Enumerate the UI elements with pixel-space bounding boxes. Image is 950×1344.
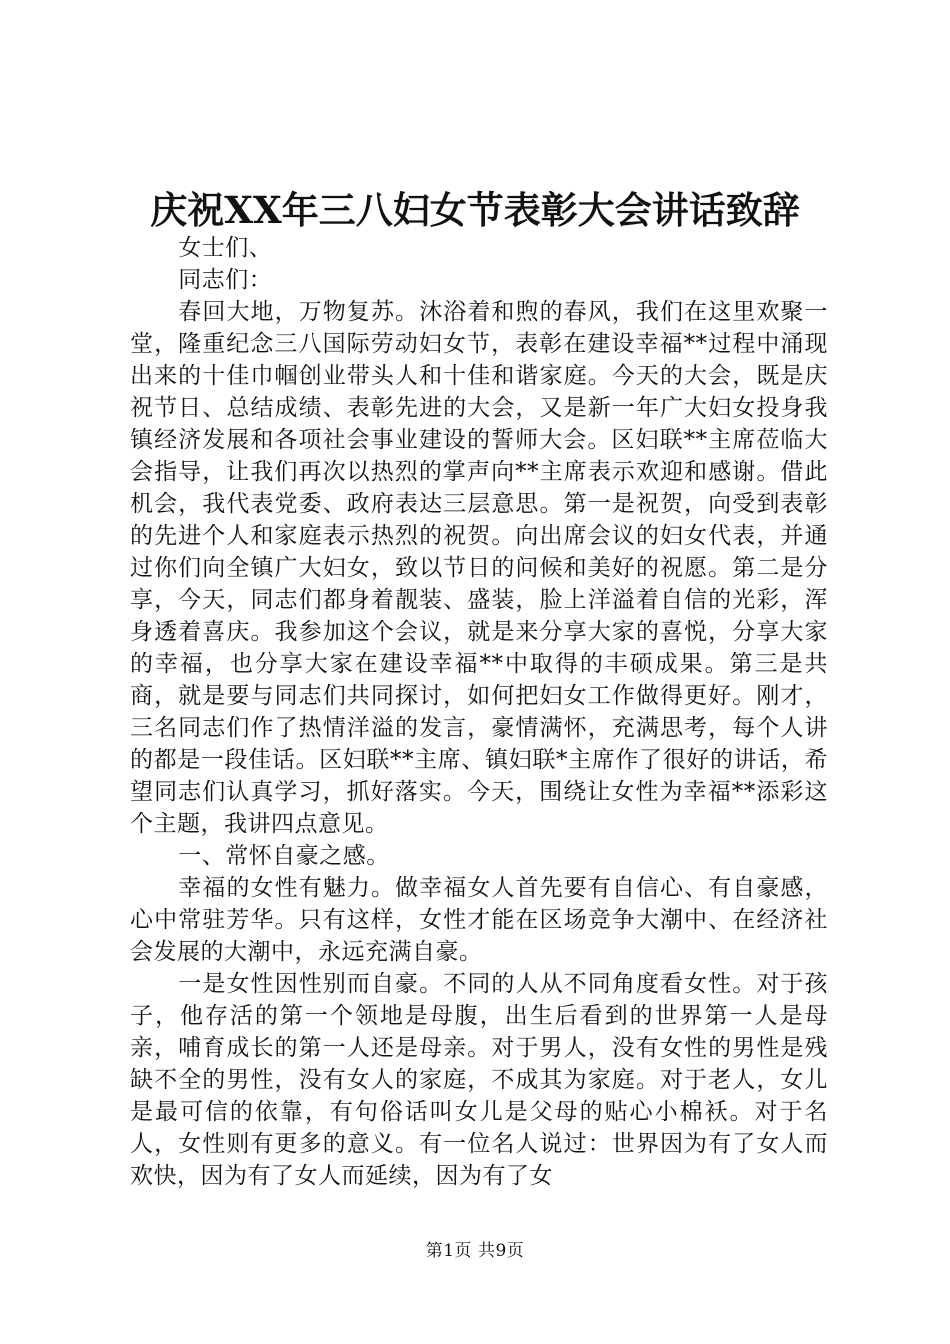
paragraph-section-1-intro: 幸福的女性有魅力。做幸福女人首先要有自信心、有自豪感，心中常驻芳华。只有这样，女性才能在区场竞争大潮中、在经济社会发展的大潮中，永远充满自豪。 xyxy=(130,875,828,965)
salutation-1: 女士们、 xyxy=(178,235,273,261)
document-title: 庆祝XX年三八妇女节表彰大会讲话致辞 xyxy=(150,188,800,232)
section-heading-1: 一、常怀自豪之感。 xyxy=(178,843,390,869)
salutation-2: 同志们： xyxy=(178,267,273,293)
paragraph-opening: 春回大地，万物复苏。沐浴着和煦的春风，我们在这里欢聚一堂，隆重纪念三八国际劳动妇女节，表彰在建设幸福**过程中涌现出来的十佳巾帼创业带头人和十佳和谐家庭。今天的大会，既是庆祝节日、总结成绩、表彰先进的大会，又是新一年广大妇女投身我镇经济发展和各项社会事业建设的誓师大会。区妇联**主席莅临大会指导，让我们再次以热烈的掌声向**主席表示欢迎和感谢。借此机会，我代表党委、政府表达三层意思。第一是祝贺，向受到表彰的先进个人和家庭表示热烈的祝贺。向出席会议的妇女代表，并通过你们向全镇广大妇女，致以节日的问候和美好的祝愿。第二是分享，今天，同志们都身着靓装、盛装，脸上洋溢着自信的光彩，浑身透着喜庆。我参加这个会议，就是来分享大家的喜悦，分享大家的幸福，也分享大家在建设幸福**中取得的丰硕成果。第三是共商，就是要与同志们共同探讨，如何把妇女工作做得更好。刚才，三名同志们作了热情洋溢的发言，豪情满怀，充满思考，每个人讲的都是一段佳话。区妇联**主席、镇妇联*主席作了很好的讲话，希望同志们认真学习，抓好落实。今天，围绕让女性为幸福**添彩这个主题，我讲四点意见。 xyxy=(130,299,828,837)
paragraph-section-1-point-1: 一是女性因性别而自豪。不同的人从不同角度看女性。对于孩子，他存活的第一个领地是母腹，出生后看到的世界第一人是母亲，哺育成长的第一人还是母亲。对于男人，没有女性的男性是残缺不全的男性，没有女人的家庭，不成其为家庭。对于老人，女儿是最可信的依靠，有句俗话叫女儿是父母的贴心小棉袄。对于名人，女性则有更多的意义。有一位名人说过：世界因为有了女人而欢快，因为有了女人而延续，因为有了女 xyxy=(130,971,828,1189)
page-footer: 第1页 共9页 xyxy=(425,1241,525,1261)
document-body xyxy=(130,232,828,1192)
